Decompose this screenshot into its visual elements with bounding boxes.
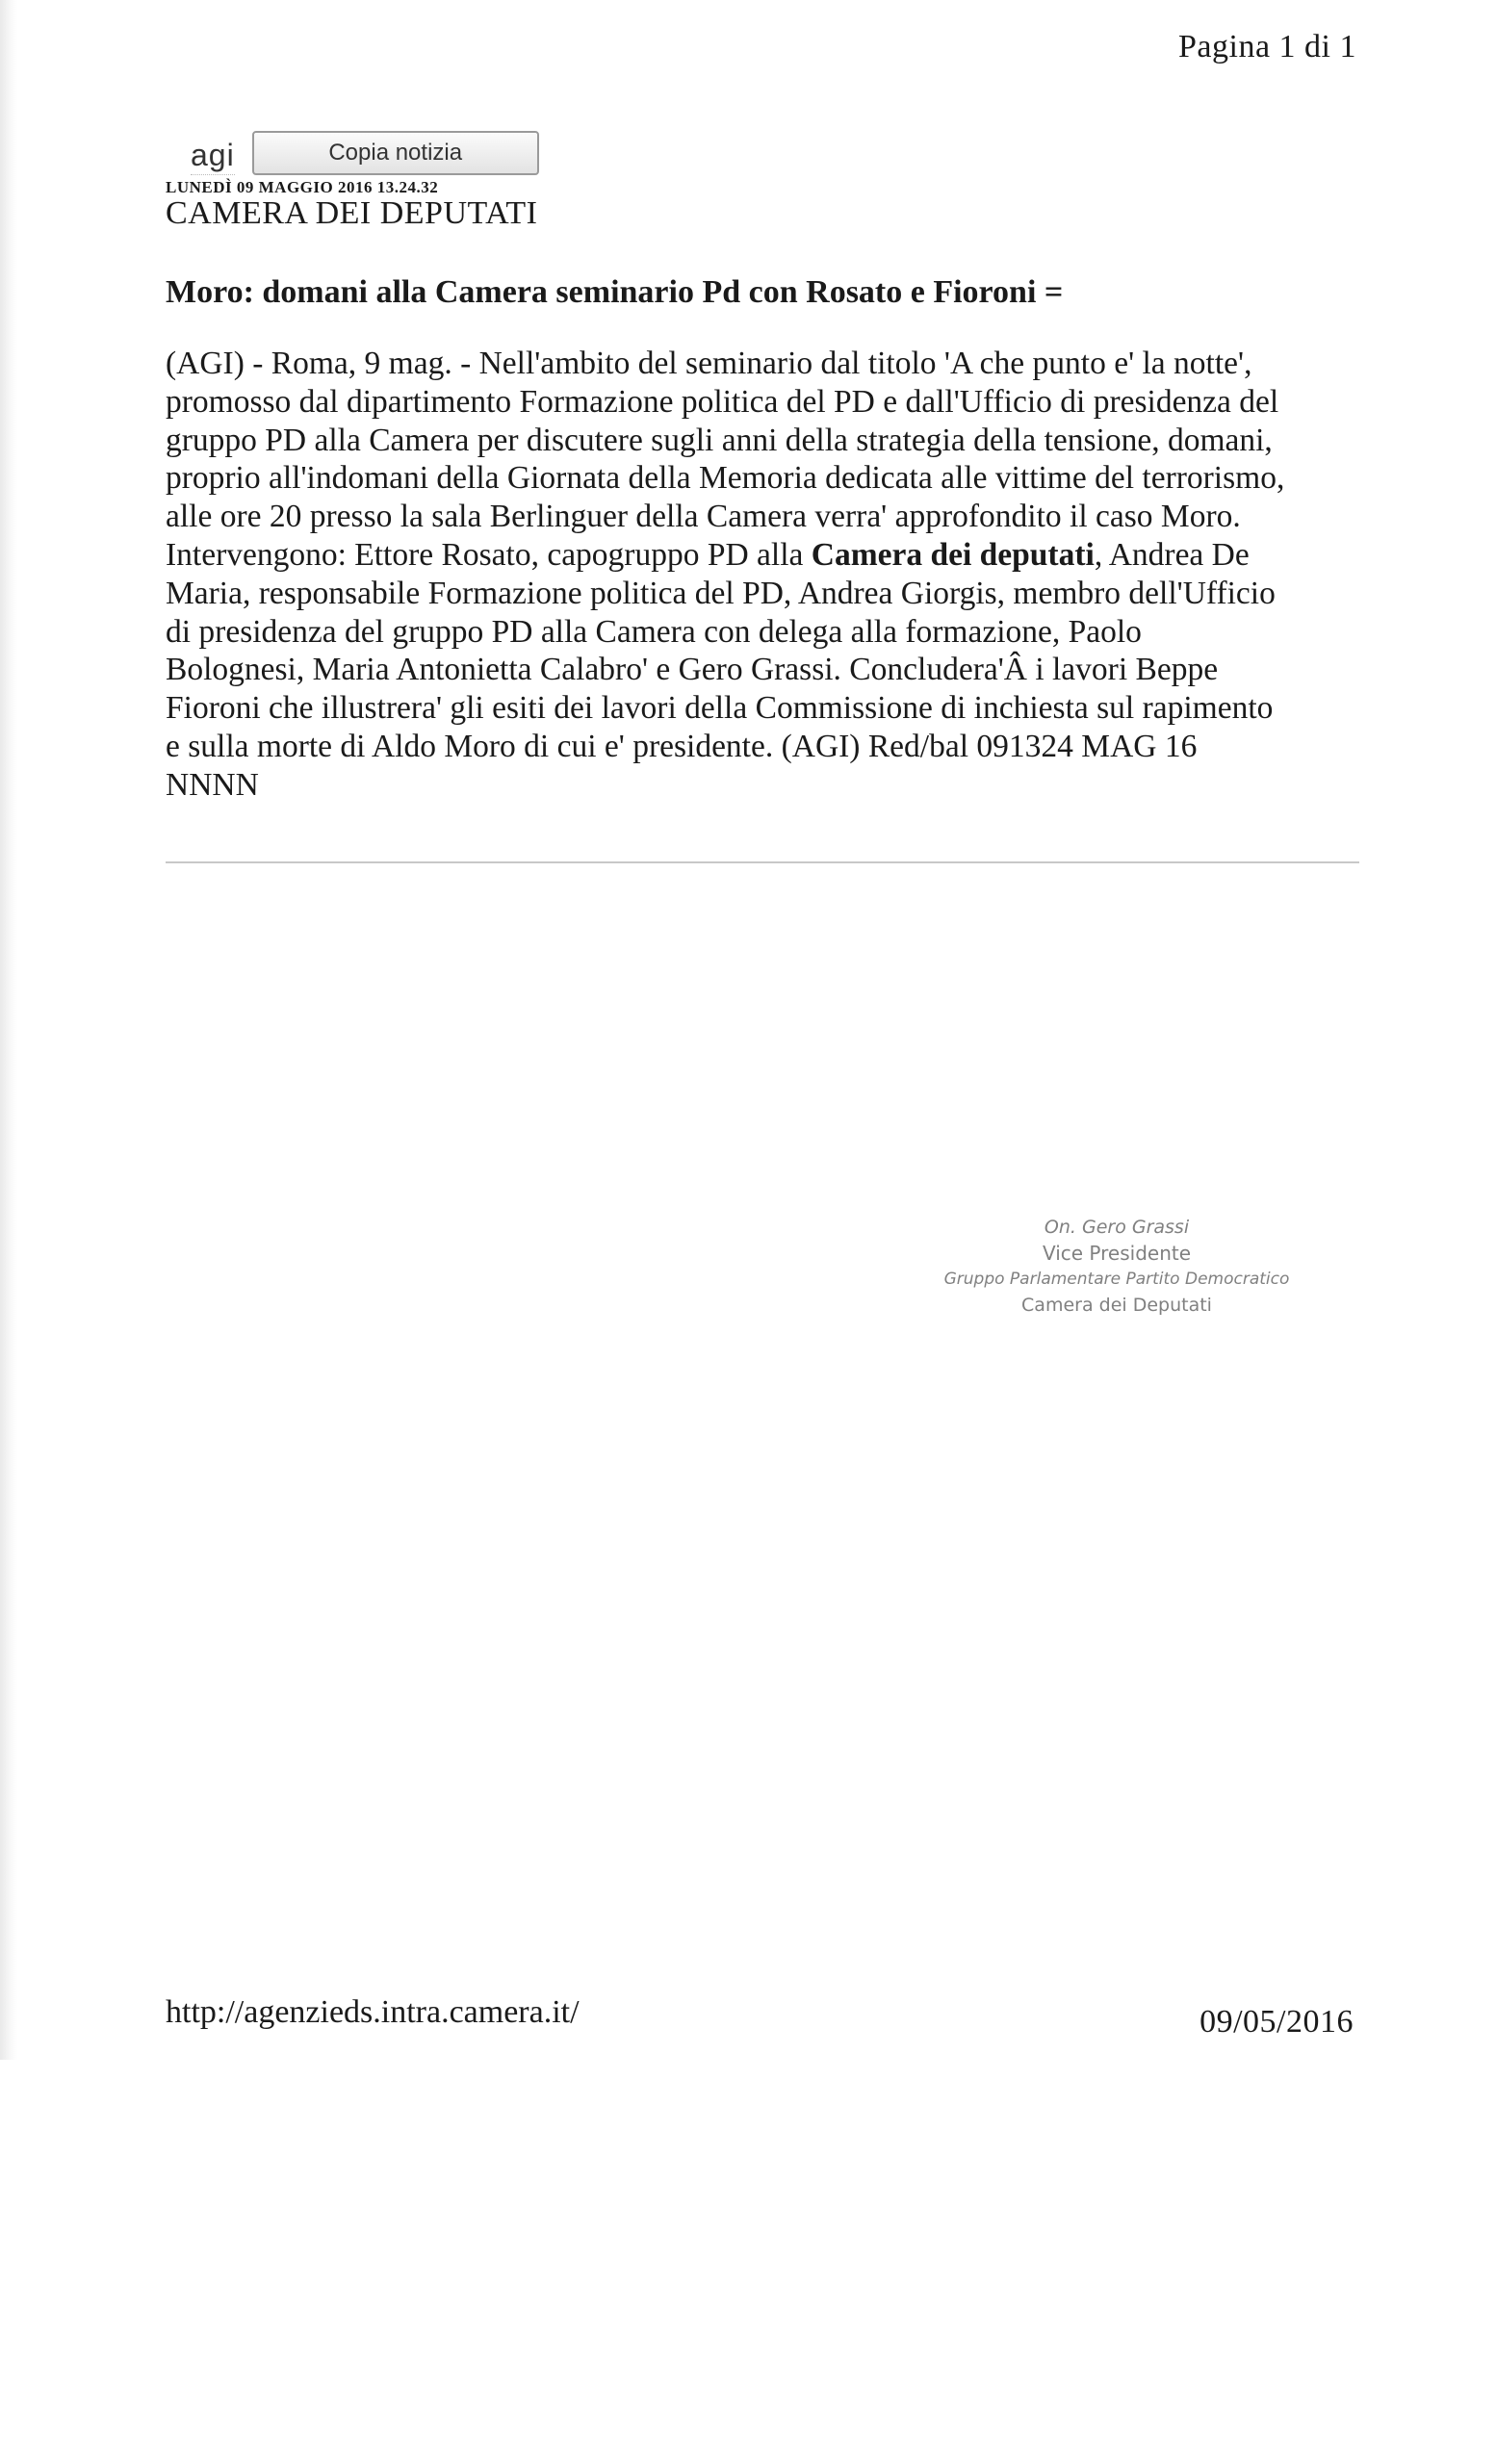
article-line-part: , Andrea De: [1094, 536, 1250, 573]
article-line: e sulla morte di Aldo Moro di cui e' presidente. (AGI) Red/bal 091324 MAG 16: [166, 728, 1198, 764]
article-line: (AGI) - Roma, 9 mag. - Nell'ambito del seminario dal titolo 'A che punto e' la notte',: [166, 346, 1252, 381]
article-line: Maria, responsabile Formazione politica del PD, Andrea Giorgis, membro dell'Ufficio: [166, 575, 1276, 611]
copy-news-button[interactable]: Copia notizia: [252, 131, 539, 175]
section-name: CAMERA DEI DEPUTATI: [166, 195, 538, 231]
article-line: alle ore 20 presso la sala Berlinguer della Camera verra' approfondito il caso Moro.: [166, 499, 1241, 535]
stamp-role: Vice Presidente: [1042, 1242, 1192, 1265]
article-line: di presidenza del gruppo PD alla Camera con delega alla formazione, Paolo: [166, 613, 1142, 650]
article-line: Bolognesi, Maria Antonietta Calabro' e Gero Grassi. Concludera'Â i lavori Beppe: [166, 652, 1219, 688]
stamp-group: Gruppo Parlamentare Partito Democratico: [943, 1270, 1290, 1289]
article-line: proprio all'indomani della Giornata della Memoria dedicata alle vittime del terrorismo,: [166, 460, 1285, 497]
chamber-highlight: Camera dei deputati: [811, 536, 1095, 573]
agi-logo: agi: [191, 140, 235, 175]
article-line: Fioroni che illustrera' gli esiti dei lavori della Commissione di inchiesta sul rapimento: [166, 690, 1274, 727]
source-row: [191, 127, 539, 175]
footer-date: 09/05/2016: [1199, 2004, 1354, 2040]
article-line: gruppo PD alla Camera per discutere sugli anni della strategia della tensione, domani,: [166, 422, 1273, 458]
article-line: [166, 536, 1369, 575]
footer-url: http://agenzieds.intra.camera.it/: [166, 1994, 580, 2030]
article-body: [166, 345, 1369, 805]
page-number: Pagina 1 di 1: [1178, 29, 1356, 64]
scan-edge-shadow: [0, 0, 17, 2060]
article-line: promosso dal dipartimento Formazione politica del PD e dall'Ufficio di presidenza del: [166, 383, 1279, 420]
signature-stamp: [915, 1215, 1319, 1319]
dateline: LUNEDÌ 09 MAGGIO 2016 13.24.32: [166, 178, 439, 196]
article-headline: Moro: domani alla Camera seminario Pd con Rosato e Fioroni =: [166, 274, 1064, 310]
divider: [166, 861, 1359, 863]
stamp-chamber: Camera dei Deputati: [1021, 1295, 1212, 1316]
article-line-part: Intervengono: Ettore Rosato, capogruppo PD alla: [166, 536, 812, 573]
article-line: NNNN: [166, 766, 259, 803]
stamp-name: On. Gero Grassi: [1044, 1217, 1190, 1238]
